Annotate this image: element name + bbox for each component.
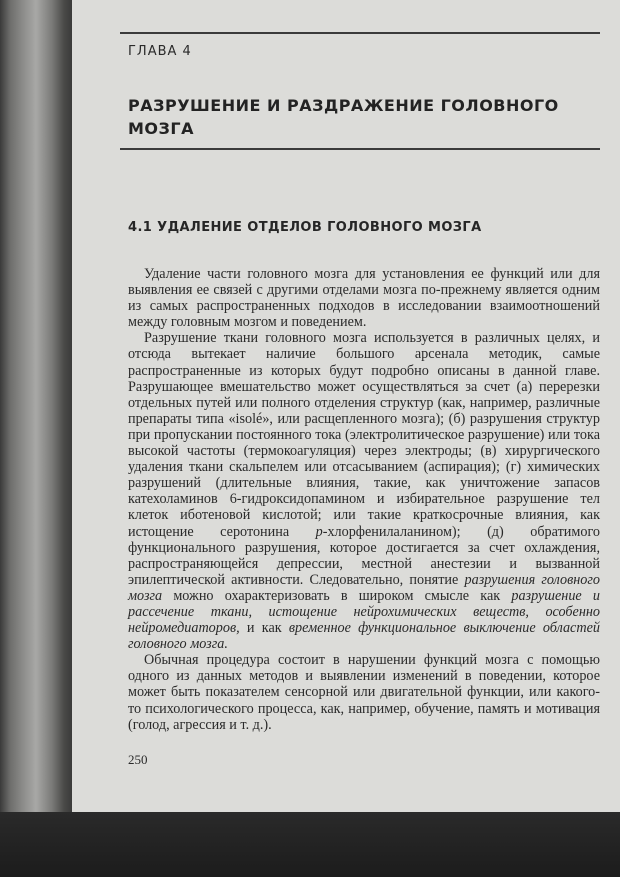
chapter-title: РАЗРУШЕНИЕ И РАЗДРАЖЕНИЕ ГОЛОВНОГО МОЗГА (128, 96, 559, 138)
italic-text: p (315, 523, 323, 540)
section-heading: 4.1 УДАЛЕНИЕ ОТДЕЛОВ ГОЛОВНОГО МОЗГА (128, 220, 482, 235)
italic-text: разрушение и рассечение ткани, истощение нейрохимических веществ, особенно нейромедиаторов, (128, 587, 600, 637)
paragraph (128, 266, 600, 330)
text-run: Удаление части головного мозга для установления ее функций или для выявления ее связей с другими отделами мозга по-прежнему является одним из самых распространенных подходов в исследовании взаимоотношений между головным мозгом и поведением. (128, 266, 600, 331)
text-run: -хлорфенилаланином); (д) обратимого функционального разрушения, которое достигается за счет охлаждения, распространяющейся депрессии, местной анестезии и вызванной эпилептической активности. Следовательно, понятие (128, 523, 600, 588)
bottom-edge (0, 812, 620, 877)
body-text (128, 266, 600, 733)
page-number: 250 (128, 752, 148, 767)
text-run: и как (239, 620, 289, 637)
title-rule (120, 148, 600, 150)
book-spine (0, 0, 78, 877)
text-run: Обычная процедура состоит в нарушении функций мозга с помощью одного из данных методов и выявлении изменений в поведении, которое может быть показателем сенсорной или двигательной функции, или какого-то психологического процесса, как, например, обучение, память и мотивация (голод, агрессия и т. д.). (128, 652, 600, 733)
paragraph (128, 330, 600, 652)
paragraph (128, 652, 600, 732)
text-run: Разрушение ткани головного мозга используется в различных целях, и отсюда вытекает наличие большого арсенала методик, самые распространенные из которых будут подробно описаны в данной главе. Разрушающее вмешательство может осуществляться за счет (а) перерезки отдельных путей или полного отделения структур (как, например, различные препараты типа «isolé», или расщепленного мозга); (б) разрушения структур при пропускании постоянного тока (электролитическое разрушение) или тока высокой частоты (термокоагуляция) через электроды; (в) хирургического удаления ткани скальпелем или отсасыванием (аспирация); (г) химических разрушений (длительные влияния, такие, как уничтожение запасов катехоламинов 6-гидроксидопамином и избирательное разрушение тел клеток иботеновой кислотой; или такие краткосрочные влияния, как истощение серотонина (128, 330, 600, 540)
text-run: можно охарактеризовать в широком смысле как (162, 587, 512, 604)
chapter-label: ГЛАВА 4 (128, 44, 192, 59)
italic-text: разрушения головного мозга (128, 571, 600, 604)
italic-text: временное функциональное выключение областей головного мозга. (128, 620, 600, 653)
top-rule (120, 32, 600, 34)
